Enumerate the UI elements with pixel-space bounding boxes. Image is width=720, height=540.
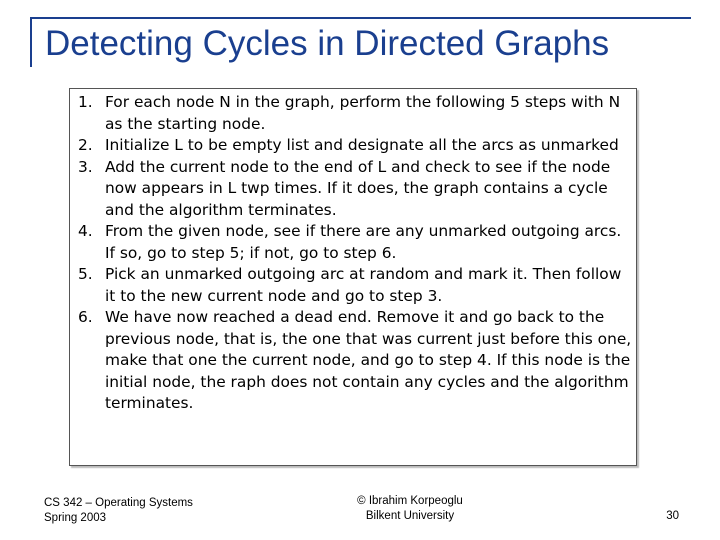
step-number: 2. xyxy=(78,136,93,154)
page-number: 30 xyxy=(666,510,679,522)
step-item xyxy=(78,135,636,157)
step-text: For each node N in the graph, perform the following 5 steps with N as the starting node. xyxy=(105,93,621,133)
step-text: Pick an unmarked outgoing arc at random and mark it. Then follow it to the new current node and go to step 3. xyxy=(105,265,622,305)
step-text: We have now reached a dead end. Remove it and go back to the previous node, that is, the one that was current just before this one, make that one the current node, and go to step 4. If this node is the initial node, the raph does not contain any cycles and the algorithm terminates. xyxy=(105,308,632,412)
footer-university: Bilkent University xyxy=(365,510,455,522)
slide-title: Detecting Cycles in Directed Graphs xyxy=(45,24,610,63)
footer-author-info xyxy=(310,494,510,524)
step-number: 1. xyxy=(78,93,93,111)
steps-list xyxy=(78,92,636,415)
title-rule-top xyxy=(30,17,691,19)
step-text: Add the current node to the end of L and check to see if the node now appears in L twp times. If it does, the graph contains a cycle and the algorithm terminates. xyxy=(105,157,611,219)
step-item xyxy=(78,221,636,264)
step-number: 3. xyxy=(78,157,93,176)
footer-term: Spring 2003 xyxy=(44,512,107,524)
step-text: From the given node, see if there are any unmarked outgoing arcs. If so, go to step 5; if not, go to step 6. xyxy=(105,222,622,262)
footer-course-info xyxy=(44,496,193,526)
step-number: 6. xyxy=(78,308,93,326)
step-number: 5. xyxy=(78,265,93,283)
footer-copyright: © Ibrahim Korpeoglu xyxy=(357,495,463,507)
step-item xyxy=(78,264,636,307)
title-rule-left xyxy=(30,17,32,67)
step-text: Initialize L to be empty list and designate all the arcs as unmarked xyxy=(105,136,619,154)
step-item xyxy=(78,307,636,415)
step-item xyxy=(78,157,636,222)
footer-course: CS 342 – Operating Systems xyxy=(44,497,193,509)
step-number: 4. xyxy=(78,222,93,240)
step-item xyxy=(78,92,636,135)
